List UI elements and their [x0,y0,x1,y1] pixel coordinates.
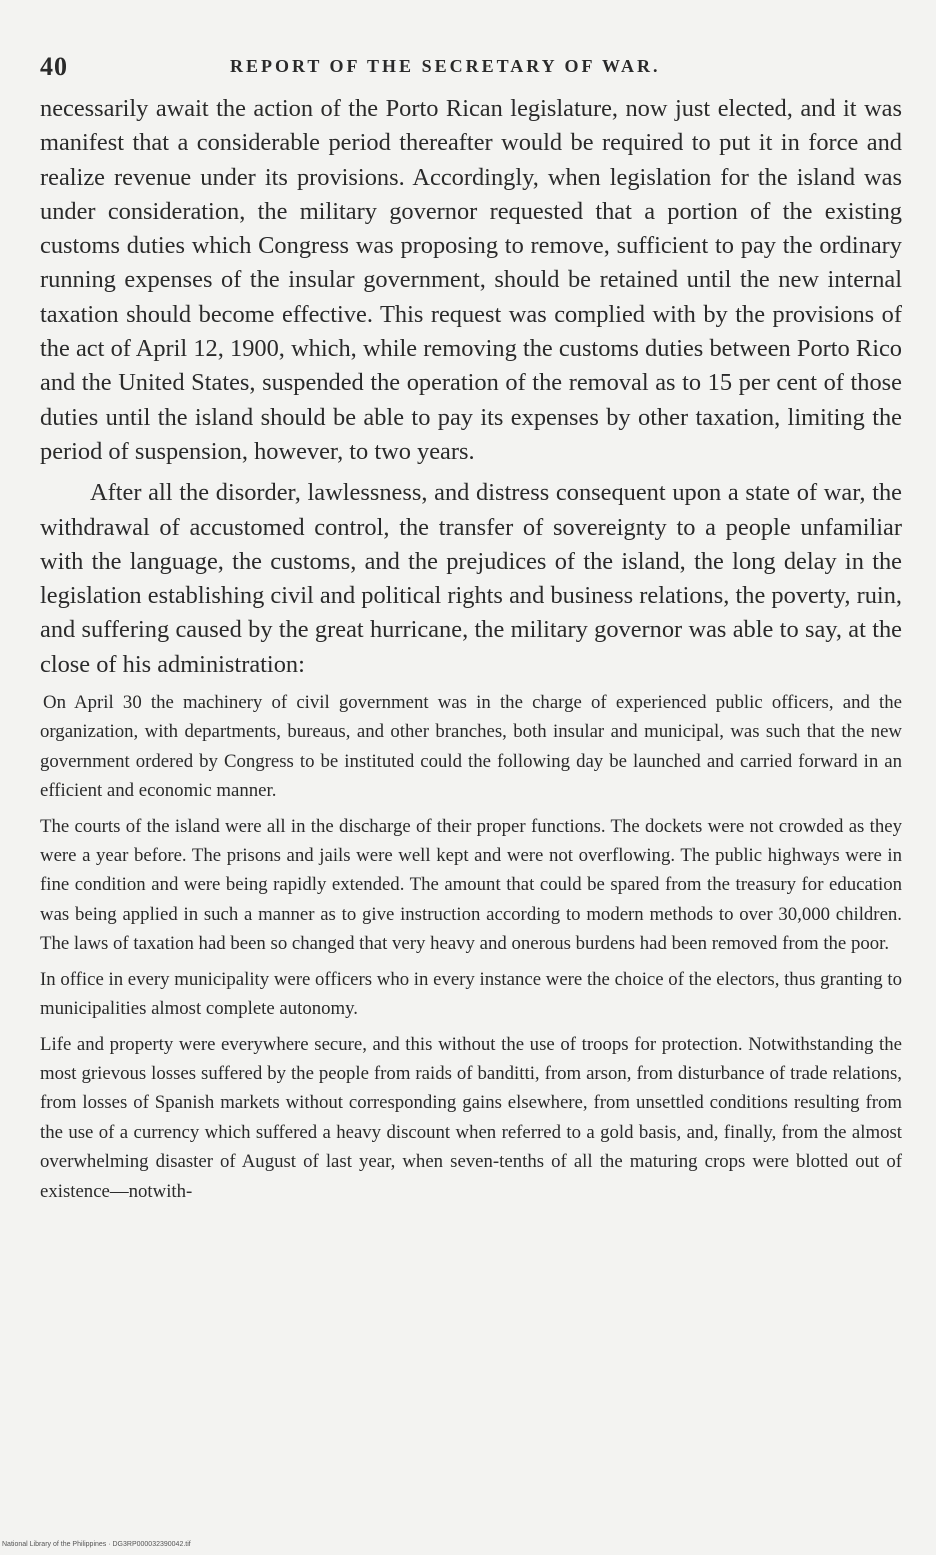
quote-paragraph: On April 30 the machinery of civil government was in the charge of experienced public officers, and the organization, with departments, bureaus, and other branches, both insular and municipal, was such that the new government ordered by Congress to be instituted could the following day be launched and carried forward in an efficient and economic manner. [40,692,902,802]
quote-paragraph: Life and property were everywhere secure, and this without the use of troops for protection. Notwithstanding the most grievous losses suffered by the people from raids of banditti, from arson, from disturbance of trade relations, from losses of Spanish markets without corresponding gains elsewhere, from unsettled conditions resulting from the use of a currency which suffered a heavy discount when referred to a gold basis, and, finally, from the almost overwhelming disaster of August of last year, when seven-tenths of all the maturing crops were blotted out of existence—notwith- [40,1033,902,1202]
quote-paragraph: In office in every municipality were officers who in every instance were the choice of the electors, thus granting to municipalities almost complete autonomy. [40,968,902,1020]
running-head: REPORT OF THE SECRETARY OF WAR. [230,56,661,76]
quote-paragraph: The courts of the island were all in the discharge of their proper functions. The dockets were not crowded as they were a year before. The prisons and jails were well kept and were not overflowing. The public highways were in fine condition and were being rapidly extended. The amount that could be spared from the treasury for education was being applied in such a manner as to give instruction according to modern methods to over 30,000 children. The laws of taxation had been so changed that very heavy and onerous burdens had been removed from the poor. [40,815,902,955]
page-header [40,52,900,92]
paragraph: necessarily await the action of the Porto Rican legislature, now just elected, and it was manifest that a considerable period thereafter would be required to put it in force and realize revenue under its provisions. Accordingly, when legislation for the island was under consideration, the military governor requested that a portion of the existing customs duties which Congress was proposing to remove, sufficient to pay the ordinary running expenses of the insular government, should be retained until the new internal taxation should become effective. This request was complied with by the provisions of the act of April 12, 1900, which, while removing the customs duties between Porto Rico and the United States, suspended the operation of the removal as to 15 per cent of those duties until the island should be able to pay its expenses by other taxation, limiting the period of suspension, however, to two years. [40,95,902,465]
scan-attribution: National Library of the Philippines · DG3RP000032390042.tif [2,1541,191,1548]
block-quote [40,688,902,1206]
paragraph: After all the disorder, lawlessness, and distress consequent upon a state of war, the withdrawal of accustomed control, the transfer of sovereignty to a people unfamiliar with the language, the customs, and the prejudices of the island, the long delay in the legislation establishing civil and political rights and business relations, the poverty, ruin, and suffering caused by the great hurricane, the military governor was able to say, at the close of his administration: [40,479,902,678]
page-number: 40 [40,52,68,81]
body-text [40,92,902,1212]
